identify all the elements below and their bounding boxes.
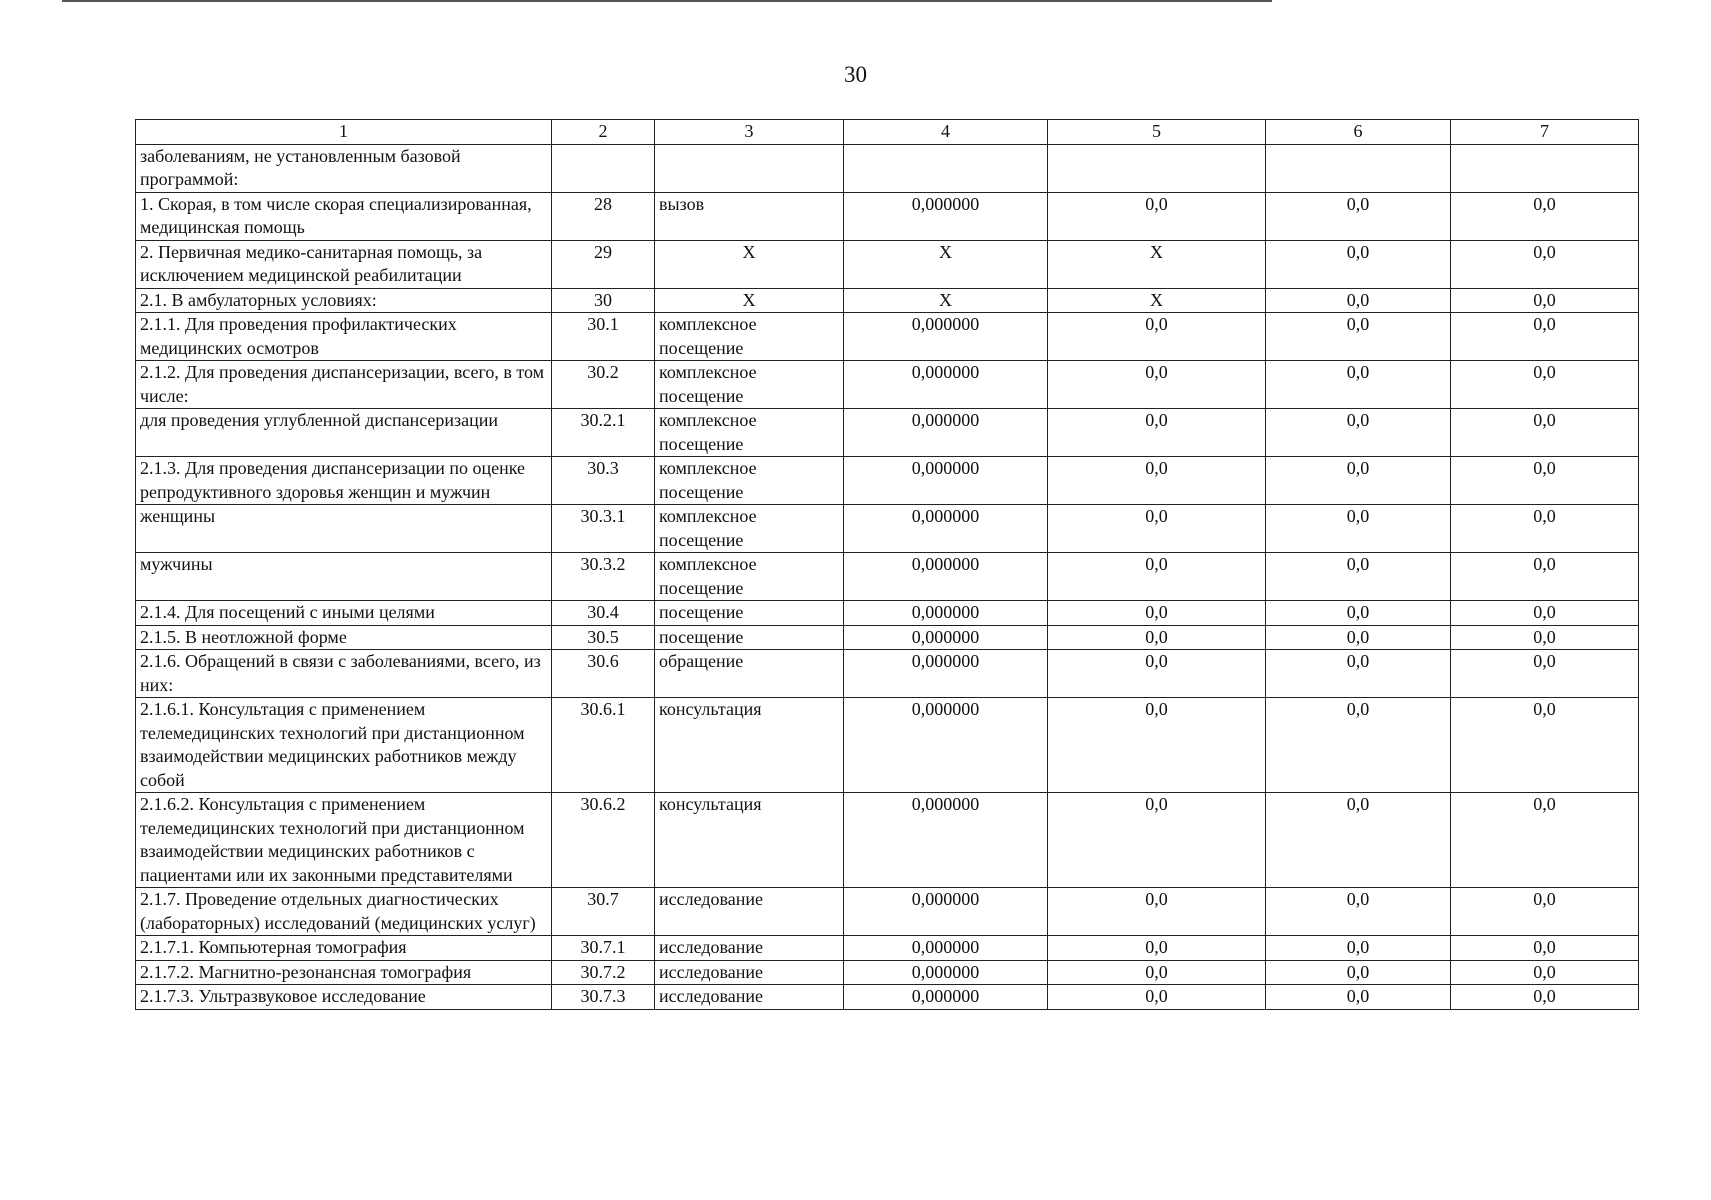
cell-col-5: 0,0	[1048, 505, 1266, 553]
cell-unit: исследование	[655, 985, 844, 1010]
cell-col-6: 0,0	[1266, 625, 1451, 650]
cell-col-7: 0,0	[1451, 505, 1639, 553]
cell-line-code: 30	[552, 288, 655, 313]
cell-line-code: 30.7.2	[552, 960, 655, 985]
cell-name: заболеваниям, не установленным базовой программой:	[136, 144, 552, 192]
cell-line-code: 30.6	[552, 650, 655, 698]
table-row	[136, 144, 1639, 192]
cell-col-4: 0,000000	[844, 650, 1048, 698]
cell-line-code: 30.4	[552, 601, 655, 626]
cell-col-7: 0,0	[1451, 409, 1639, 457]
cell-col-6: 0,0	[1266, 505, 1451, 553]
cell-col-6: 0,0	[1266, 601, 1451, 626]
cell-col-5: 0,0	[1048, 601, 1266, 626]
table-row	[136, 409, 1639, 457]
cell-col-5: 0,0	[1048, 698, 1266, 793]
cell-col-4: 0,000000	[844, 553, 1048, 601]
column-header: 3	[655, 120, 844, 145]
cell-col-7: 0,0	[1451, 361, 1639, 409]
cell-col-4: 0,000000	[844, 985, 1048, 1010]
table-row	[136, 601, 1639, 626]
cell-col-6: 0,0	[1266, 409, 1451, 457]
cell-name: для проведения углубленной диспансеризации	[136, 409, 552, 457]
table-row	[136, 936, 1639, 961]
cell-name: 2.1.5. В неотложной форме	[136, 625, 552, 650]
cell-col-6: 0,0	[1266, 888, 1451, 936]
cell-col-7: 0,0	[1451, 288, 1639, 313]
cell-unit: исследование	[655, 888, 844, 936]
column-header: 4	[844, 120, 1048, 145]
cell-col-7: 0,0	[1451, 793, 1639, 888]
cell-col-7: 0,0	[1451, 985, 1639, 1010]
table-row	[136, 985, 1639, 1010]
cell-line-code: 30.1	[552, 313, 655, 361]
table-row	[136, 960, 1639, 985]
cell-col-7: 0,0	[1451, 936, 1639, 961]
table-row	[136, 625, 1639, 650]
cell-name: 1. Скорая, в том числе скорая специализированная, медицинская помощь	[136, 192, 552, 240]
cell-line-code: 30.6.2	[552, 793, 655, 888]
cell-col-4: X	[844, 240, 1048, 288]
cell-line-code: 30.6.1	[552, 698, 655, 793]
cell-col-4: 0,000000	[844, 698, 1048, 793]
table-row	[136, 313, 1639, 361]
cell-col-5: 0,0	[1048, 361, 1266, 409]
table-row	[136, 553, 1639, 601]
cell-unit: комплексное посещение	[655, 505, 844, 553]
cell-unit: исследование	[655, 936, 844, 961]
cell-col-5	[1048, 144, 1266, 192]
cell-col-7: 0,0	[1451, 553, 1639, 601]
cell-col-5: 0,0	[1048, 457, 1266, 505]
cell-line-code: 30.7	[552, 888, 655, 936]
cell-col-5: 0,0	[1048, 409, 1266, 457]
cell-col-5: 0,0	[1048, 960, 1266, 985]
table-row	[136, 192, 1639, 240]
cell-col-5: X	[1048, 240, 1266, 288]
table-row	[136, 457, 1639, 505]
cell-col-4: 0,000000	[844, 888, 1048, 936]
cell-line-code: 30.2.1	[552, 409, 655, 457]
table-body	[136, 144, 1639, 1009]
cell-col-4: 0,000000	[844, 505, 1048, 553]
cell-name: женщины	[136, 505, 552, 553]
cell-unit: исследование	[655, 960, 844, 985]
cell-unit: комплексное посещение	[655, 457, 844, 505]
cell-col-6: 0,0	[1266, 960, 1451, 985]
cell-col-5: 0,0	[1048, 650, 1266, 698]
cell-col-6: 0,0	[1266, 240, 1451, 288]
cell-col-4	[844, 144, 1048, 192]
cell-unit: X	[655, 288, 844, 313]
cell-unit: консультация	[655, 793, 844, 888]
cell-col-4: 0,000000	[844, 192, 1048, 240]
cell-name: 2.1.7.2. Магнитно-резонансная томография	[136, 960, 552, 985]
cell-line-code	[552, 144, 655, 192]
column-header: 6	[1266, 120, 1451, 145]
cell-name: 2.1.3. Для проведения диспансеризации по оценке репродуктивного здоровья женщин и мужчин	[136, 457, 552, 505]
header-row	[136, 120, 1639, 145]
data-table	[135, 119, 1639, 1010]
cell-col-5: X	[1048, 288, 1266, 313]
cell-col-6: 0,0	[1266, 313, 1451, 361]
table-row	[136, 505, 1639, 553]
cell-name: 2.1.6. Обращений в связи с заболеваниями, всего, из них:	[136, 650, 552, 698]
cell-col-4: 0,000000	[844, 960, 1048, 985]
top-rule	[62, 0, 1272, 2]
cell-col-4: 0,000000	[844, 601, 1048, 626]
cell-unit: вызов	[655, 192, 844, 240]
cell-line-code: 29	[552, 240, 655, 288]
cell-col-6: 0,0	[1266, 457, 1451, 505]
cell-line-code: 30.3.2	[552, 553, 655, 601]
cell-col-6: 0,0	[1266, 985, 1451, 1010]
cell-col-6: 0,0	[1266, 650, 1451, 698]
table-row	[136, 888, 1639, 936]
cell-col-6: 0,0	[1266, 361, 1451, 409]
cell-name: 2. Первичная медико-санитарная помощь, за исключением медицинской реабилитации	[136, 240, 552, 288]
cell-col-4: 0,000000	[844, 793, 1048, 888]
cell-col-7: 0,0	[1451, 313, 1639, 361]
cell-col-4: 0,000000	[844, 361, 1048, 409]
table-row	[136, 650, 1639, 698]
cell-col-7: 0,0	[1451, 457, 1639, 505]
cell-line-code: 30.5	[552, 625, 655, 650]
page-number: 30	[844, 62, 867, 87]
cell-unit: комплексное посещение	[655, 361, 844, 409]
cell-name: 2.1.6.1. Консультация с применением телемедицинских технологий при дистанционном взаимодействии медицинских работников между собой	[136, 698, 552, 793]
cell-unit: X	[655, 240, 844, 288]
cell-unit: комплексное посещение	[655, 553, 844, 601]
cell-unit: консультация	[655, 698, 844, 793]
cell-col-7: 0,0	[1451, 960, 1639, 985]
cell-line-code: 30.7.1	[552, 936, 655, 961]
column-header: 1	[136, 120, 552, 145]
cell-col-7: 0,0	[1451, 698, 1639, 793]
cell-col-7: 0,0	[1451, 888, 1639, 936]
cell-line-code: 28	[552, 192, 655, 240]
cell-col-4: 0,000000	[844, 409, 1048, 457]
cell-name: 2.1.4. Для посещений с иными целями	[136, 601, 552, 626]
cell-col-5: 0,0	[1048, 985, 1266, 1010]
cell-col-6: 0,0	[1266, 793, 1451, 888]
cell-col-5: 0,0	[1048, 793, 1266, 888]
cell-col-5: 0,0	[1048, 625, 1266, 650]
table-row	[136, 698, 1639, 793]
cell-col-5: 0,0	[1048, 936, 1266, 961]
cell-line-code: 30.7.3	[552, 985, 655, 1010]
cell-name: 2.1.1. Для проведения профилактических медицинских осмотров	[136, 313, 552, 361]
cell-col-5: 0,0	[1048, 888, 1266, 936]
column-header: 2	[552, 120, 655, 145]
column-header: 7	[1451, 120, 1639, 145]
cell-unit: комплексное посещение	[655, 313, 844, 361]
table-row	[136, 240, 1639, 288]
cell-name: 2.1.6.2. Консультация с применением телемедицинских технологий при дистанционном взаимодействии медицинских работников с пациентами или их законными представителями	[136, 793, 552, 888]
cell-name: 2.1.7.3. Ультразвуковое исследование	[136, 985, 552, 1010]
cell-col-5: 0,0	[1048, 553, 1266, 601]
cell-col-4: X	[844, 288, 1048, 313]
cell-line-code: 30.3.1	[552, 505, 655, 553]
cell-col-6: 0,0	[1266, 936, 1451, 961]
cell-line-code: 30.2	[552, 361, 655, 409]
cell-col-4: 0,000000	[844, 936, 1048, 961]
cell-col-6: 0,0	[1266, 288, 1451, 313]
cell-name: 2.1.7.1. Компьютерная томография	[136, 936, 552, 961]
cell-col-6	[1266, 144, 1451, 192]
cell-unit: посещение	[655, 601, 844, 626]
cell-name: мужчины	[136, 553, 552, 601]
cell-col-6: 0,0	[1266, 698, 1451, 793]
table-row	[136, 793, 1639, 888]
cell-name: 2.1. В амбулаторных условиях:	[136, 288, 552, 313]
cell-col-6: 0,0	[1266, 192, 1451, 240]
cell-unit: комплексное посещение	[655, 409, 844, 457]
cell-col-5: 0,0	[1048, 313, 1266, 361]
table-row	[136, 361, 1639, 409]
cell-unit	[655, 144, 844, 192]
cell-col-4: 0,000000	[844, 457, 1048, 505]
cell-col-4: 0,000000	[844, 625, 1048, 650]
column-header: 5	[1048, 120, 1266, 145]
cell-name: 2.1.2. Для проведения диспансеризации, всего, в том числе:	[136, 361, 552, 409]
cell-col-7: 0,0	[1451, 601, 1639, 626]
cell-line-code: 30.3	[552, 457, 655, 505]
cell-col-7: 0,0	[1451, 650, 1639, 698]
cell-unit: посещение	[655, 625, 844, 650]
cell-col-7: 0,0	[1451, 192, 1639, 240]
cell-col-5: 0,0	[1048, 192, 1266, 240]
cell-col-6: 0,0	[1266, 553, 1451, 601]
cell-col-4: 0,000000	[844, 313, 1048, 361]
cell-col-7	[1451, 144, 1639, 192]
table-row	[136, 288, 1639, 313]
cell-name: 2.1.7. Проведение отдельных диагностических (лабораторных) исследований (медицинских услуг)	[136, 888, 552, 936]
cell-col-7: 0,0	[1451, 625, 1639, 650]
cell-unit: обращение	[655, 650, 844, 698]
table-header	[136, 120, 1639, 145]
cell-col-7: 0,0	[1451, 240, 1639, 288]
